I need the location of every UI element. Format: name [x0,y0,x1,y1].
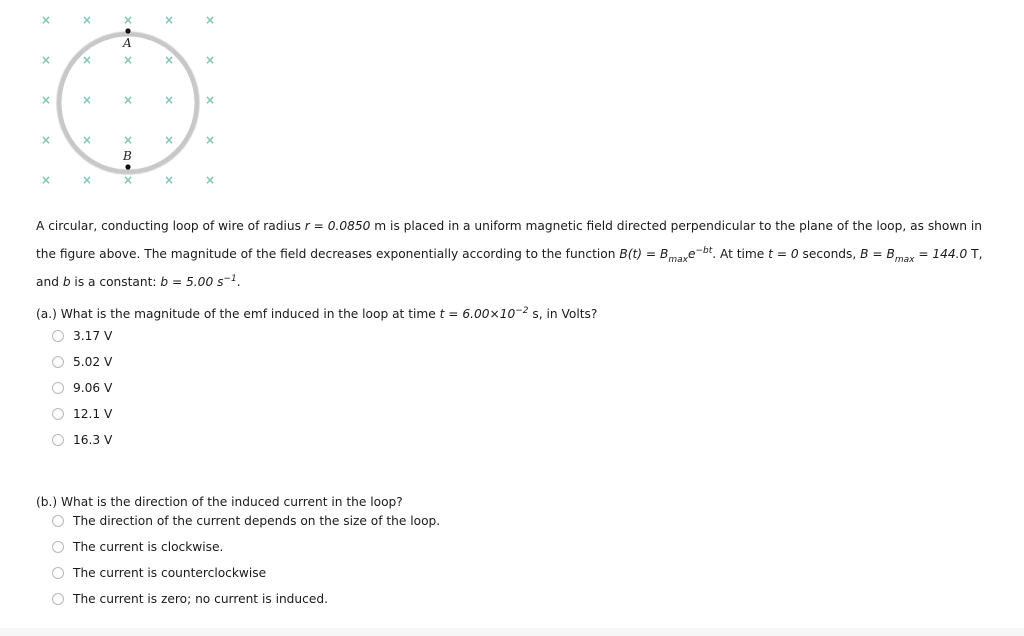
field-x-mark: × [81,53,93,67]
page-footer-strip [0,628,1024,636]
options-a [52,323,112,453]
radio-button[interactable] [52,593,64,605]
field-x-mark: × [122,53,134,67]
problem-statement: A circular, conducting loop of wire of radius r = 0.0850 m is placed in a uniform magnetic field directed perpendicular to the plane of the loop, as shown in the figure above. The magnitude of the field decreases exponentially according to the function $B(t) = B_{max}e^{-bt}$. At time t = 0 seconds, $B = B_{max} = 144.0$ T, and b is a constant: b = 5.00 $s^{-1}$. [36,219,983,289]
question-b: (b.) What is the direction of the induced current in the loop? [36,495,403,509]
field-x-mark: × [81,13,93,27]
option-a-5[interactable]: 16.3 V [52,427,112,453]
field-x-mark: × [204,53,216,67]
field-x-mark: × [122,93,134,107]
field-x-mark: × [163,13,175,27]
option-a-1[interactable]: 3.17 V [52,323,112,349]
field-x-mark: × [81,93,93,107]
field-x-mark: × [122,133,134,147]
options-b [52,508,440,612]
bmax-value: 144.0 [932,247,968,261]
point-b-dot [125,164,130,169]
option-b-1[interactable]: The direction of the current depends on the size of the loop. [52,508,440,534]
field-x-mark: × [122,13,134,27]
radio-button[interactable] [52,382,64,394]
option-a-3[interactable]: 9.06 V [52,375,112,401]
field-x-mark: × [204,133,216,147]
option-b-2[interactable]: The current is clockwise. [52,534,440,560]
radius-variable: r [304,219,310,233]
option-b-4[interactable]: The current is zero; no current is induced. [52,586,440,612]
radius-value: 0.0850 [327,219,371,233]
field-x-mark: × [81,133,93,147]
field-x-mark: × [40,13,52,27]
time-value: 6.00×10 [462,307,516,321]
option-a-4[interactable]: 12.1 V [52,401,112,427]
option-b-3[interactable]: The current is counterclockwise [52,560,440,586]
radio-button[interactable] [52,330,64,342]
radio-button[interactable] [52,567,64,579]
magnetic-field-figure [30,8,230,193]
field-x-mark: × [40,173,52,187]
field-x-mark: × [163,173,175,187]
point-b-label: B [123,149,132,163]
field-x-mark: × [81,173,93,187]
field-x-mark: × [163,53,175,67]
field-x-mark: × [40,93,52,107]
field-x-mark: × [204,13,216,27]
field-x-mark: × [40,133,52,147]
field-x-mark: × [163,133,175,147]
option-a-2[interactable]: 5.02 V [52,349,112,375]
radio-button[interactable] [52,408,64,420]
radio-button[interactable] [52,515,64,527]
field-x-mark: × [40,53,52,67]
field-x-mark: × [204,93,216,107]
point-a-dot [125,28,130,33]
question-a: (a.) What is the magnitude of the emf induced in the loop at time $t = 6.00\times 10^{-2}$ s, in Volts? [36,306,598,321]
decay-constant: b = 5.00 s [160,275,224,289]
radio-button[interactable] [52,356,64,368]
field-x-mark: × [163,93,175,107]
radio-button[interactable] [52,541,64,553]
field-x-mark: × [204,173,216,187]
radio-button[interactable] [52,434,64,446]
point-a-label: A [123,36,132,50]
field-x-mark: × [122,173,134,187]
